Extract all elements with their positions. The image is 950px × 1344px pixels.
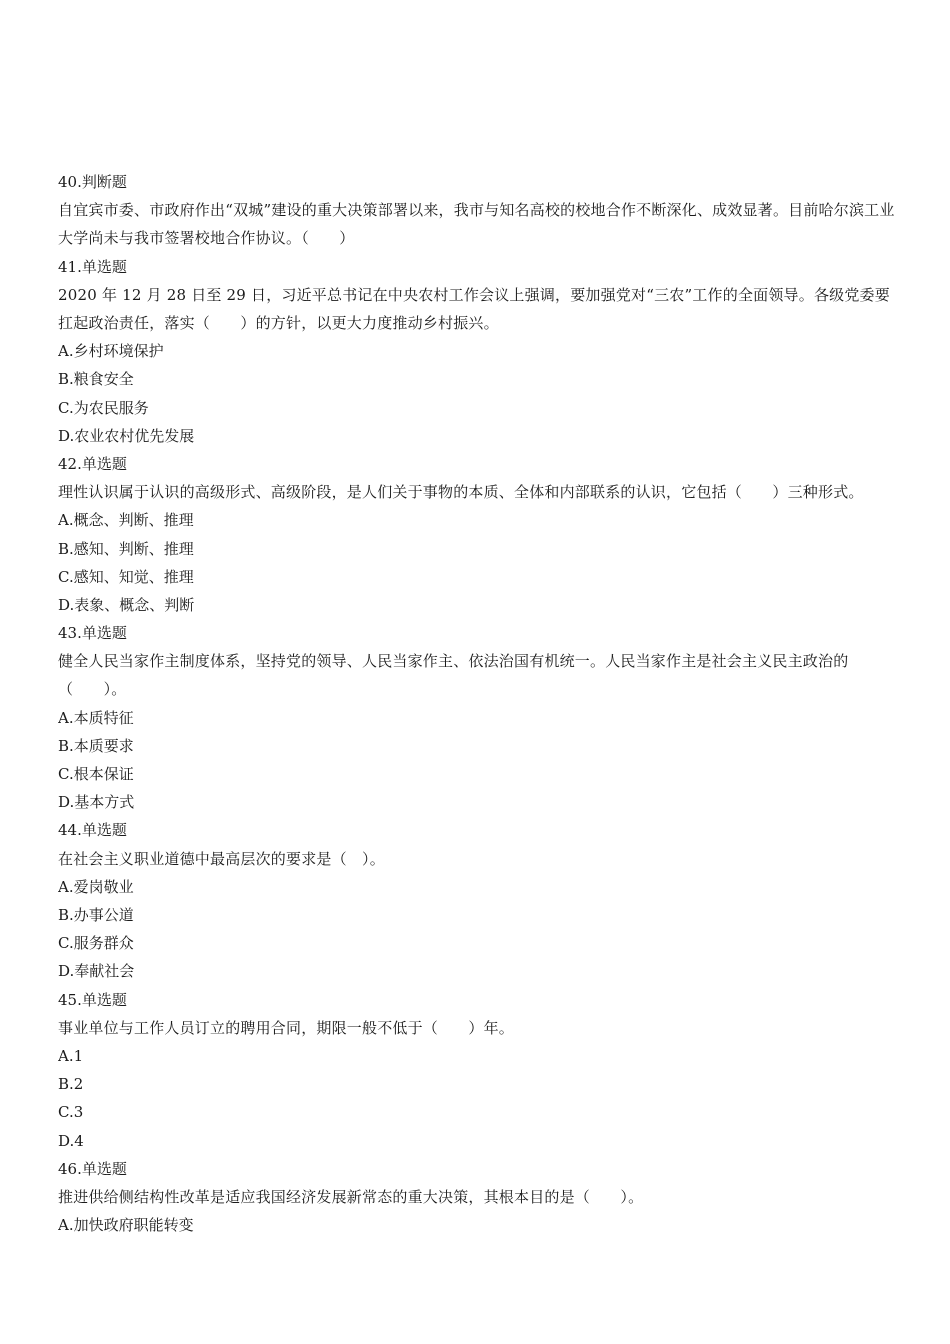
option-b[interactable]: B.办事公道: [58, 906, 134, 924]
option-d[interactable]: D.基本方式: [58, 793, 135, 812]
question-45: [58, 986, 898, 1155]
question-41: [58, 253, 898, 450]
option-b[interactable]: B.感知、判断、推理: [58, 539, 194, 558]
question-stem: 2020 年 12 月 28 日至 29 日，习近平总书记在中央农村工作会议上强调，要加强党对“三农”工作的全面领导。各级党委要扛起政治责任，落实（ ）的方针，以更大力度推动乡村振兴。: [58, 285, 890, 332]
option-c[interactable]: C.服务群众: [58, 934, 134, 953]
question-stem: 理性认识属于认识的高级形式、高级阶段，是人们关于事物的本质、全体和内部联系的认识，它包括（ ）三种形式。: [58, 483, 864, 502]
option-d[interactable]: D.表象、概念、判断: [58, 595, 195, 614]
option-c[interactable]: C.感知、知觉、推理: [58, 567, 194, 586]
question-stem: 事业单位与工作人员订立的聘用合同，期限一般不低于（ ）年。: [58, 1018, 515, 1037]
option-c[interactable]: C.根本保证: [58, 765, 134, 784]
question-40: [58, 168, 898, 253]
question-header: 44.单选题: [58, 821, 127, 840]
question-header: 40.判断题: [58, 173, 127, 191]
option-d[interactable]: D.农业农村优先发展: [58, 426, 195, 445]
question-header: 46.单选题: [58, 1159, 127, 1178]
option-c[interactable]: C.3: [58, 1103, 84, 1122]
option-a[interactable]: A.概念、判断、推理: [58, 511, 194, 530]
question-44: [58, 816, 898, 985]
question-list: [58, 168, 898, 1239]
question-42: [58, 450, 898, 619]
option-b[interactable]: B.2: [58, 1075, 84, 1094]
question-stem: 在社会主义职业道德中最高层次的要求是（ ）。: [58, 849, 385, 868]
option-b[interactable]: B.粮食安全: [58, 370, 134, 389]
question-header: 45.单选题: [58, 990, 127, 1009]
option-a[interactable]: A.本质特征: [58, 708, 134, 727]
question-stem: 健全人民当家作主制度体系，坚持党的领导、人民当家作主、依法治国有机统一。人民当家作主是社会主义民主政治的（ ）。: [58, 652, 849, 699]
question-stem: 自宜宾市委、市政府作出“双城”建设的重大决策部署以来，我市与知名高校的校地合作不断深化、成效显著。目前哈尔滨工业大学尚未与我市签署校地合作协议。（ ）: [58, 201, 895, 248]
option-c[interactable]: C.为农民服务: [58, 398, 149, 417]
option-a[interactable]: A.加快政府职能转变: [58, 1216, 194, 1235]
option-a[interactable]: A.1: [58, 1046, 84, 1065]
question-header: 42.单选题: [58, 454, 127, 473]
question-43: [58, 619, 898, 816]
question-header: 41.单选题: [58, 257, 127, 276]
option-b[interactable]: B.本质要求: [58, 736, 134, 755]
question-header: 43.单选题: [58, 624, 127, 643]
option-a[interactable]: A.爱岗敬业: [58, 877, 134, 896]
option-a[interactable]: A.乡村环境保护: [58, 342, 164, 361]
option-d[interactable]: D.奉献社会: [58, 962, 135, 981]
option-d[interactable]: D.4: [58, 1131, 84, 1150]
question-stem: 推进供给侧结构性改革是适应我国经济发展新常态的重大决策，其根本目的是（ ）。: [58, 1187, 644, 1206]
question-46: [58, 1155, 898, 1240]
